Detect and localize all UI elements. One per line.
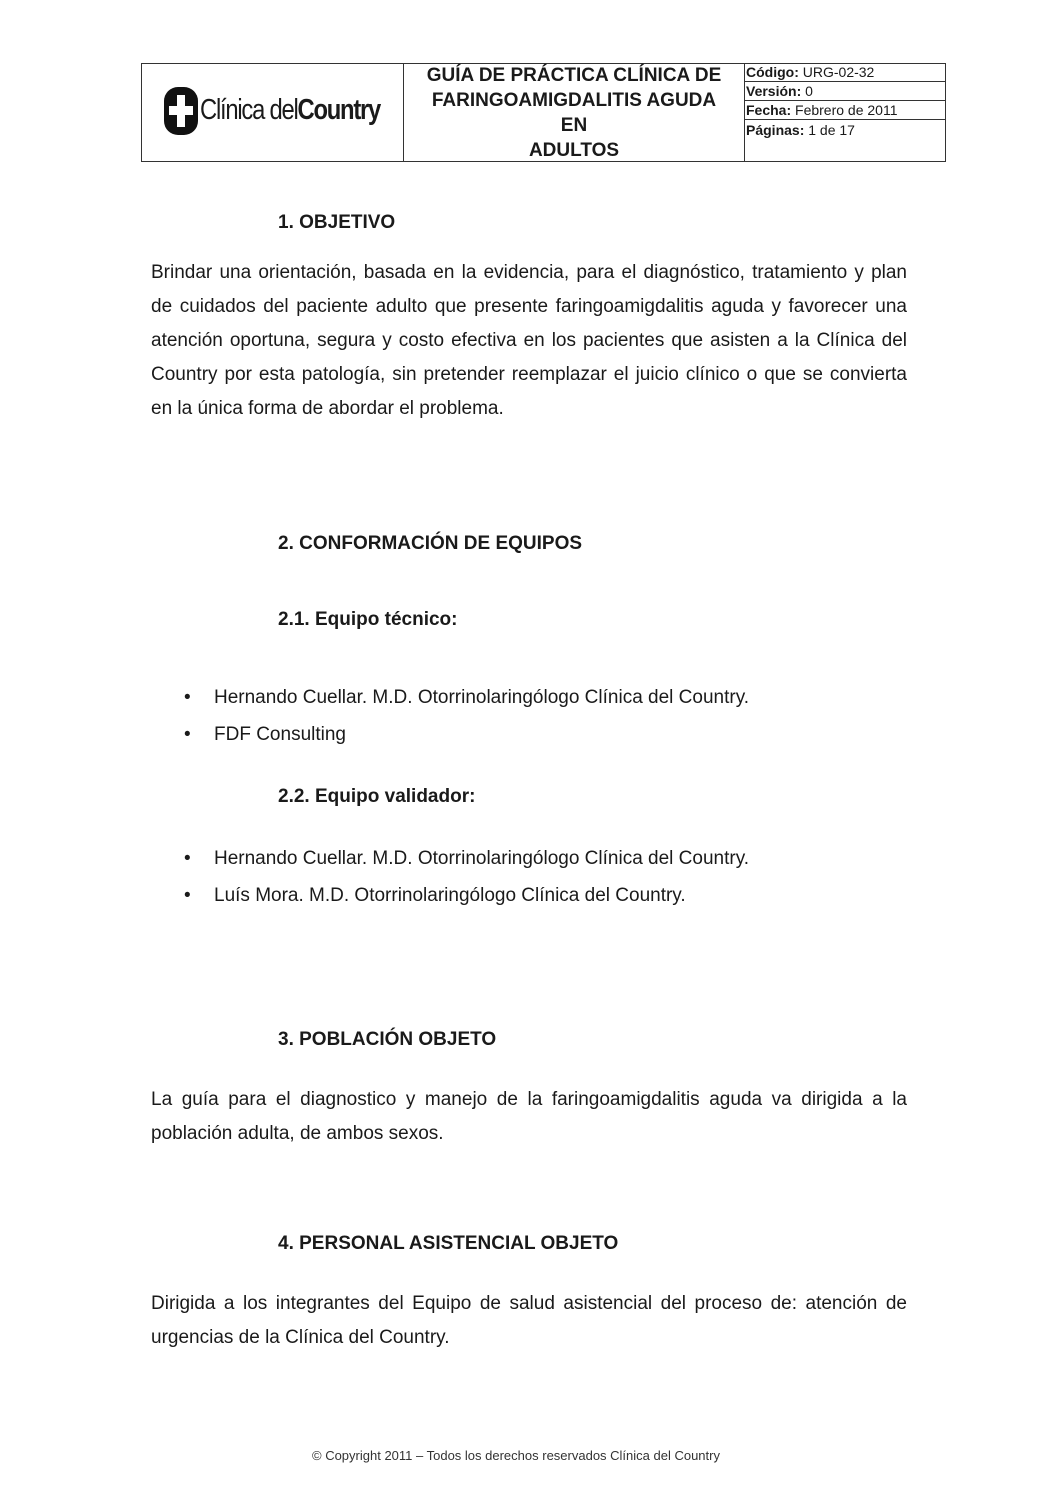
- bullet-icon: •: [184, 848, 191, 869]
- section-1-heading: 1. OBJETIVO: [278, 212, 396, 233]
- section-2-1-heading: 2.1. Equipo técnico:: [278, 609, 458, 630]
- meta-version: Versión: 0: [745, 83, 946, 101]
- document-header: [141, 63, 946, 162]
- clinic-logo-wordmark: [200, 94, 380, 127]
- section-2-heading: 2. CONFORMACIÓN DE EQUIPOS: [278, 533, 583, 554]
- document-title-line-3: EN: [560, 114, 588, 136]
- meta-fecha: Fecha: Febrero de 2011: [745, 102, 946, 120]
- list-item: • Hernando Cuellar. M.D. Otorrinolaringólogo Clínica del Country.: [184, 848, 750, 869]
- document-title-line-1: GUÍA DE PRÁCTICA CLÍNICA DE: [426, 64, 722, 86]
- list-item: • Hernando Cuellar. M.D. Otorrinolaringólogo Clínica del Country.: [184, 687, 750, 708]
- clinic-cross-logo-icon: [164, 87, 198, 135]
- bullet-icon: •: [184, 724, 191, 745]
- section-4-heading: 4. PERSONAL ASISTENCIAL OBJETO: [278, 1233, 619, 1254]
- section-4-paragraph: Dirigida a los integrantes del Equipo de salud asistencial del proceso de: atención de urgencias de la Clínica del Country.: [151, 1293, 907, 1348]
- bullet-icon: •: [184, 687, 191, 708]
- section-2-2-heading: 2.2. Equipo validador:: [278, 786, 476, 807]
- bullet-icon: •: [184, 885, 191, 906]
- logo-brand-bold: Country: [297, 94, 381, 126]
- section-1-paragraph: Brindar una orientación, basada en la evidencia, para el diagnóstico, tratamiento y plan de cuidados del paciente adulto que presente faringoamigdalitis aguda y favorecer una atención oportuna, segura y costo efectiva en los pacientes que asisten a la Clínica del Country por esta patología, sin pretender reemplazar el juicio clínico o que se convierta en la única forma de abordar el problema.: [151, 262, 907, 419]
- section-3-heading: 3. POBLACIÓN OBJETO: [278, 1029, 497, 1050]
- document-title-cell: [404, 64, 745, 161]
- meta-codigo: Código: URG-02-32: [745, 64, 946, 82]
- logo-cell: [142, 64, 404, 161]
- list-item: • FDF Consulting: [184, 724, 346, 745]
- meta-paginas: Páginas: 1 de 17: [746, 122, 855, 138]
- section-3-paragraph: La guía para el diagnostico y manejo de la faringoamigdalitis aguda va dirigida a la población adulta, de ambos sexos.: [151, 1089, 907, 1144]
- copyright-footer: © Copyright 2011 – Todos los derechos reservados Clínica del Country: [312, 1448, 720, 1463]
- document-title-line-4: ADULTOS: [528, 139, 620, 161]
- document-title-line-2: FARINGOAMIGDALITIS AGUDA: [431, 89, 717, 111]
- document-meta-cell: [745, 64, 945, 161]
- logo-brand-light: Clínica del: [200, 94, 298, 126]
- list-item: • Luís Mora. M.D. Otorrinolaringólogo Clínica del Country.: [184, 885, 686, 906]
